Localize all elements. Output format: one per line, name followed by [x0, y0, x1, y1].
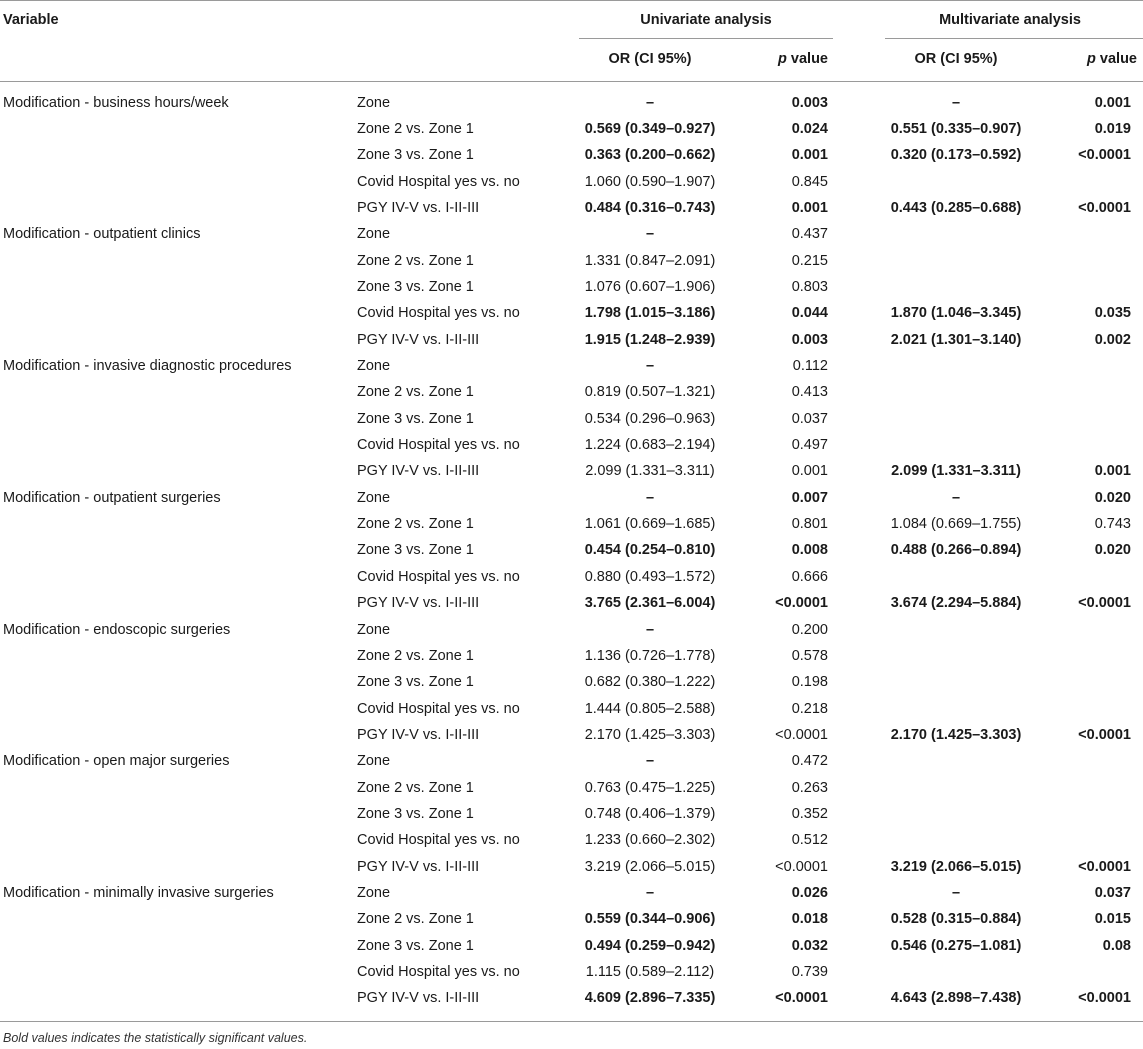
- univariate-p-cell: 0.218: [791, 700, 828, 717]
- univariate-or-cell: 2.170 (1.425–3.303): [584, 726, 716, 743]
- multivariate-or-cell: 3.674 (2.294–5.884): [890, 595, 1022, 612]
- variable-cell: Modification - outpatient surgeries: [3, 489, 221, 506]
- variable-cell: Modification - business hours/week: [3, 94, 229, 111]
- table-row: [0, 775, 1143, 801]
- comparison-cell: PGY IV-V vs. I-II-III: [357, 463, 480, 480]
- comparison-cell: Zone 2 vs. Zone 1: [357, 384, 474, 401]
- univariate-or-cell: 1.060 (0.590–1.907): [584, 173, 716, 190]
- header-multivariate-p: [1040, 50, 1137, 68]
- comparison-cell: Zone: [357, 753, 391, 770]
- univariate-p-cell: 0.845: [791, 173, 828, 190]
- comparison-cell: PGY IV-V vs. I-II-III: [357, 595, 480, 612]
- multivariate-or-cell: 2.021 (1.301–3.140): [890, 331, 1022, 348]
- multivariate-p-cell: <0.0001: [1078, 595, 1131, 612]
- univariate-or-cell: 0.494 (0.259–0.942): [584, 937, 716, 954]
- univariate-or-cell: –: [645, 226, 655, 243]
- multivariate-or-cell: 1.084 (0.669–1.755): [890, 516, 1022, 533]
- multivariate-p-cell: 0.743: [1094, 516, 1131, 533]
- univariate-or-cell: 0.763 (0.475–1.225): [584, 779, 716, 796]
- univariate-or-cell: –: [645, 753, 655, 770]
- multivariate-or-cell: 0.551 (0.335–0.907): [890, 120, 1022, 137]
- univariate-or-cell: 4.609 (2.896–7.335): [584, 990, 716, 1007]
- table-row: [0, 90, 1143, 116]
- univariate-or-cell: 3.219 (2.066–5.015): [584, 858, 716, 875]
- table-row: [0, 458, 1143, 484]
- univariate-p-cell: 0.007: [791, 489, 828, 506]
- comparison-cell: Zone: [357, 621, 391, 638]
- multivariate-p-cell: <0.0001: [1078, 858, 1131, 875]
- comparison-cell: Zone 2 vs. Zone 1: [357, 252, 474, 269]
- table-row: [0, 722, 1143, 748]
- multivariate-p-cell: <0.0001: [1078, 199, 1131, 216]
- univariate-or-cell: 0.748 (0.406–1.379): [584, 805, 716, 822]
- univariate-p-cell: 0.044: [791, 305, 828, 322]
- univariate-or-cell: 0.363 (0.200–0.662): [584, 147, 716, 164]
- multivariate-underline: [885, 38, 1143, 39]
- table-row: [0, 221, 1143, 247]
- univariate-p-cell: 0.018: [791, 911, 828, 928]
- multivariate-p-cell: 0.001: [1094, 463, 1131, 480]
- multivariate-or-cell: 2.099 (1.331–3.311): [891, 463, 1021, 480]
- univariate-or-cell: –: [645, 94, 655, 111]
- table-row: [0, 880, 1143, 906]
- p-letter: p: [1087, 51, 1096, 67]
- multivariate-or-cell: –: [951, 94, 961, 111]
- comparison-cell: PGY IV-V vs. I-II-III: [357, 858, 480, 875]
- table-row: [0, 801, 1143, 827]
- univariate-or-cell: –: [645, 621, 655, 638]
- table-row: [0, 827, 1143, 853]
- table-row: [0, 274, 1143, 300]
- univariate-p-cell: 0.413: [791, 384, 828, 401]
- univariate-p-cell: 0.032: [791, 937, 828, 954]
- univariate-or-cell: 1.798 (1.015–3.186): [584, 305, 716, 322]
- table-row: [0, 169, 1143, 195]
- univariate-or-cell: 0.534 (0.296–0.963): [584, 410, 716, 427]
- comparison-cell: Covid Hospital yes vs. no: [357, 437, 520, 454]
- multivariate-p-cell: 0.002: [1094, 331, 1131, 348]
- table-row: [0, 669, 1143, 695]
- value-word: value: [1095, 51, 1137, 67]
- univariate-p-cell: 0.024: [791, 120, 828, 137]
- univariate-p-cell: 0.472: [791, 753, 828, 770]
- comparison-cell: Covid Hospital yes vs. no: [357, 964, 520, 981]
- multivariate-p-cell: <0.0001: [1078, 147, 1131, 164]
- univariate-or-cell: 1.915 (1.248–2.939): [584, 331, 716, 348]
- p-letter: p: [778, 51, 787, 67]
- table-row: [0, 406, 1143, 432]
- table-row: [0, 906, 1143, 932]
- univariate-p-cell: 0.003: [791, 331, 828, 348]
- table-row: [0, 617, 1143, 643]
- comparison-cell: Zone 3 vs. Zone 1: [357, 542, 474, 559]
- comparison-cell: Covid Hospital yes vs. no: [357, 700, 520, 717]
- bottom-rule: [0, 1021, 1143, 1022]
- table-row: [0, 432, 1143, 458]
- table-row: [0, 933, 1143, 959]
- comparison-cell: Zone: [357, 226, 391, 243]
- table-row: [0, 985, 1143, 1011]
- univariate-p-cell: 0.803: [791, 278, 828, 295]
- univariate-p-cell: <0.0001: [775, 858, 828, 875]
- multivariate-or-cell: 3.219 (2.066–5.015): [890, 858, 1022, 875]
- comparison-cell: Zone 2 vs. Zone 1: [357, 779, 474, 796]
- table-row: [0, 142, 1143, 168]
- comparison-cell: Zone: [357, 94, 391, 111]
- univariate-p-cell: 0.497: [791, 437, 828, 454]
- table-row: [0, 248, 1143, 274]
- multivariate-p-cell: 0.037: [1094, 885, 1131, 901]
- comparison-cell: Zone: [357, 358, 391, 374]
- multivariate-or-cell: 0.488 (0.266–0.894): [890, 542, 1022, 559]
- comparison-cell: Zone 3 vs. Zone 1: [357, 278, 474, 295]
- top-rule: [0, 0, 1143, 1]
- footnote: Bold values indicates the statistically significant values.: [3, 1031, 308, 1045]
- multivariate-p-cell: <0.0001: [1078, 990, 1131, 1007]
- univariate-p-cell: 0.437: [791, 226, 828, 243]
- univariate-or-cell: 1.061 (0.669–1.685): [584, 516, 716, 533]
- univariate-p-cell: 0.200: [791, 621, 828, 638]
- univariate-or-cell: 2.099 (1.331–3.311): [585, 463, 715, 480]
- multivariate-or-cell: 1.870 (1.046–3.345): [890, 305, 1022, 322]
- univariate-p-cell: 0.739: [791, 964, 828, 981]
- univariate-p-cell: 0.001: [791, 463, 828, 480]
- univariate-p-cell: 0.352: [791, 805, 828, 822]
- univariate-or-cell: 0.559 (0.344–0.906): [584, 911, 716, 928]
- table-row: [0, 327, 1143, 353]
- header-univariate: Univariate analysis: [640, 12, 772, 28]
- univariate-p-cell: 0.003: [791, 94, 828, 111]
- univariate-or-cell: 0.454 (0.254–0.810): [584, 542, 716, 559]
- univariate-p-cell: 0.801: [791, 516, 828, 533]
- multivariate-or-cell: 2.170 (1.425–3.303): [890, 726, 1022, 743]
- comparison-cell: Zone 3 vs. Zone 1: [357, 674, 474, 691]
- table-row: [0, 379, 1143, 405]
- comparison-cell: Zone 3 vs. Zone 1: [357, 805, 474, 822]
- comparison-cell: Covid Hospital yes vs. no: [357, 832, 520, 849]
- multivariate-p-cell: 0.015: [1094, 911, 1131, 928]
- univariate-or-cell: –: [645, 358, 655, 374]
- comparison-cell: Zone: [357, 489, 391, 506]
- univariate-p-cell: 0.026: [791, 885, 828, 901]
- univariate-or-cell: 1.076 (0.607–1.906): [584, 278, 716, 295]
- multivariate-p-cell: 0.08: [1102, 937, 1131, 954]
- univariate-or-cell: 0.569 (0.349–0.927): [584, 120, 716, 137]
- univariate-p-cell: 0.578: [791, 647, 828, 664]
- header-multivariate: Multivariate analysis: [939, 12, 1081, 28]
- comparison-cell: Covid Hospital yes vs. no: [357, 173, 520, 190]
- comparison-cell: Zone 2 vs. Zone 1: [357, 911, 474, 928]
- univariate-or-cell: 1.115 (0.589–2.112): [585, 964, 715, 981]
- table-row: [0, 353, 1143, 379]
- univariate-p-cell: 0.001: [791, 147, 828, 164]
- multivariate-p-cell: 0.020: [1094, 542, 1131, 559]
- table-row: [0, 511, 1143, 537]
- univariate-p-cell: <0.0001: [775, 726, 828, 743]
- univariate-or-cell: 1.136 (0.726–1.778): [584, 647, 716, 664]
- comparison-cell: Zone 2 vs. Zone 1: [357, 120, 474, 137]
- table-row: [0, 696, 1143, 722]
- table-row: [0, 959, 1143, 985]
- comparison-cell: Covid Hospital yes vs. no: [357, 568, 520, 585]
- multivariate-p-cell: <0.0001: [1078, 726, 1131, 743]
- header-univariate-p: [740, 50, 828, 68]
- comparison-cell: Covid Hospital yes vs. no: [357, 305, 520, 322]
- comparison-cell: PGY IV-V vs. I-II-III: [357, 331, 480, 348]
- univariate-p-cell: 0.666: [791, 568, 828, 585]
- comparison-cell: PGY IV-V vs. I-II-III: [357, 990, 480, 1007]
- variable-cell: Modification - invasive diagnostic procedures: [3, 358, 292, 374]
- header-rule: [0, 81, 1143, 82]
- univariate-or-cell: –: [645, 885, 655, 901]
- value-word: value: [786, 51, 828, 67]
- header-multivariate-or: OR (CI 95%): [914, 51, 998, 67]
- comparison-cell: Zone 3 vs. Zone 1: [357, 147, 474, 164]
- univariate-p-cell: 0.263: [791, 779, 828, 796]
- multivariate-p-cell: 0.035: [1094, 305, 1131, 322]
- header-variable: Variable: [3, 12, 59, 28]
- univariate-or-cell: –: [645, 489, 655, 506]
- table-row: [0, 854, 1143, 880]
- comparison-cell: PGY IV-V vs. I-II-III: [357, 199, 480, 216]
- multivariate-or-cell: 0.320 (0.173–0.592): [890, 147, 1022, 164]
- univariate-p-cell: <0.0001: [775, 990, 828, 1007]
- univariate-or-cell: 1.233 (0.660–2.302): [584, 832, 716, 849]
- variable-cell: Modification - endoscopic surgeries: [3, 621, 231, 638]
- comparison-cell: Zone 2 vs. Zone 1: [357, 516, 474, 533]
- table-row: [0, 564, 1143, 590]
- comparison-cell: Zone 3 vs. Zone 1: [357, 937, 474, 954]
- multivariate-p-cell: 0.020: [1094, 489, 1131, 506]
- univariate-or-cell: 3.765 (2.361–6.004): [584, 595, 716, 612]
- variable-cell: Modification - minimally invasive surgeries: [3, 885, 274, 901]
- multivariate-or-cell: 0.443 (0.285–0.688): [890, 199, 1022, 216]
- univariate-or-cell: 1.444 (0.805–2.588): [584, 700, 716, 717]
- table-row: [0, 485, 1143, 511]
- univariate-or-cell: 0.682 (0.380–1.222): [584, 674, 716, 691]
- univariate-or-cell: 1.224 (0.683–2.194): [584, 437, 716, 454]
- multivariate-or-cell: –: [951, 885, 961, 901]
- comparison-cell: Zone: [357, 885, 391, 901]
- univariate-or-cell: 0.819 (0.507–1.321): [584, 384, 716, 401]
- multivariate-p-cell: 0.001: [1094, 94, 1131, 111]
- header-univariate-or: OR (CI 95%): [608, 51, 692, 67]
- multivariate-or-cell: 0.546 (0.275–1.081): [890, 937, 1022, 954]
- variable-cell: Modification - open major surgeries: [3, 753, 230, 770]
- table-row: [0, 590, 1143, 616]
- comparison-cell: Zone 2 vs. Zone 1: [357, 647, 474, 664]
- multivariate-or-cell: 0.528 (0.315–0.884): [890, 911, 1022, 928]
- table-row: [0, 116, 1143, 142]
- univariate-or-cell: 0.880 (0.493–1.572): [584, 568, 716, 585]
- univariate-underline: [579, 38, 833, 39]
- multivariate-or-cell: 4.643 (2.898–7.438): [890, 990, 1022, 1007]
- univariate-p-cell: 0.215: [791, 252, 828, 269]
- table-row: [0, 643, 1143, 669]
- univariate-or-cell: 0.484 (0.316–0.743): [584, 199, 716, 216]
- table-row: [0, 195, 1143, 221]
- univariate-p-cell: 0.001: [791, 199, 828, 216]
- univariate-p-cell: 0.037: [791, 410, 828, 427]
- table-row: [0, 537, 1143, 563]
- univariate-p-cell: 0.008: [791, 542, 828, 559]
- table-row: [0, 748, 1143, 774]
- univariate-p-cell: 0.198: [791, 674, 828, 691]
- multivariate-p-cell: 0.019: [1094, 120, 1131, 137]
- multivariate-or-cell: –: [951, 489, 961, 506]
- univariate-p-cell: <0.0001: [775, 595, 828, 612]
- univariate-or-cell: 1.331 (0.847–2.091): [584, 252, 716, 269]
- table-row: [0, 300, 1143, 326]
- variable-cell: Modification - outpatient clinics: [3, 226, 201, 243]
- comparison-cell: PGY IV-V vs. I-II-III: [357, 726, 480, 743]
- univariate-p-cell: 0.112: [792, 358, 828, 374]
- comparison-cell: Zone 3 vs. Zone 1: [357, 410, 474, 427]
- univariate-p-cell: 0.512: [791, 832, 828, 849]
